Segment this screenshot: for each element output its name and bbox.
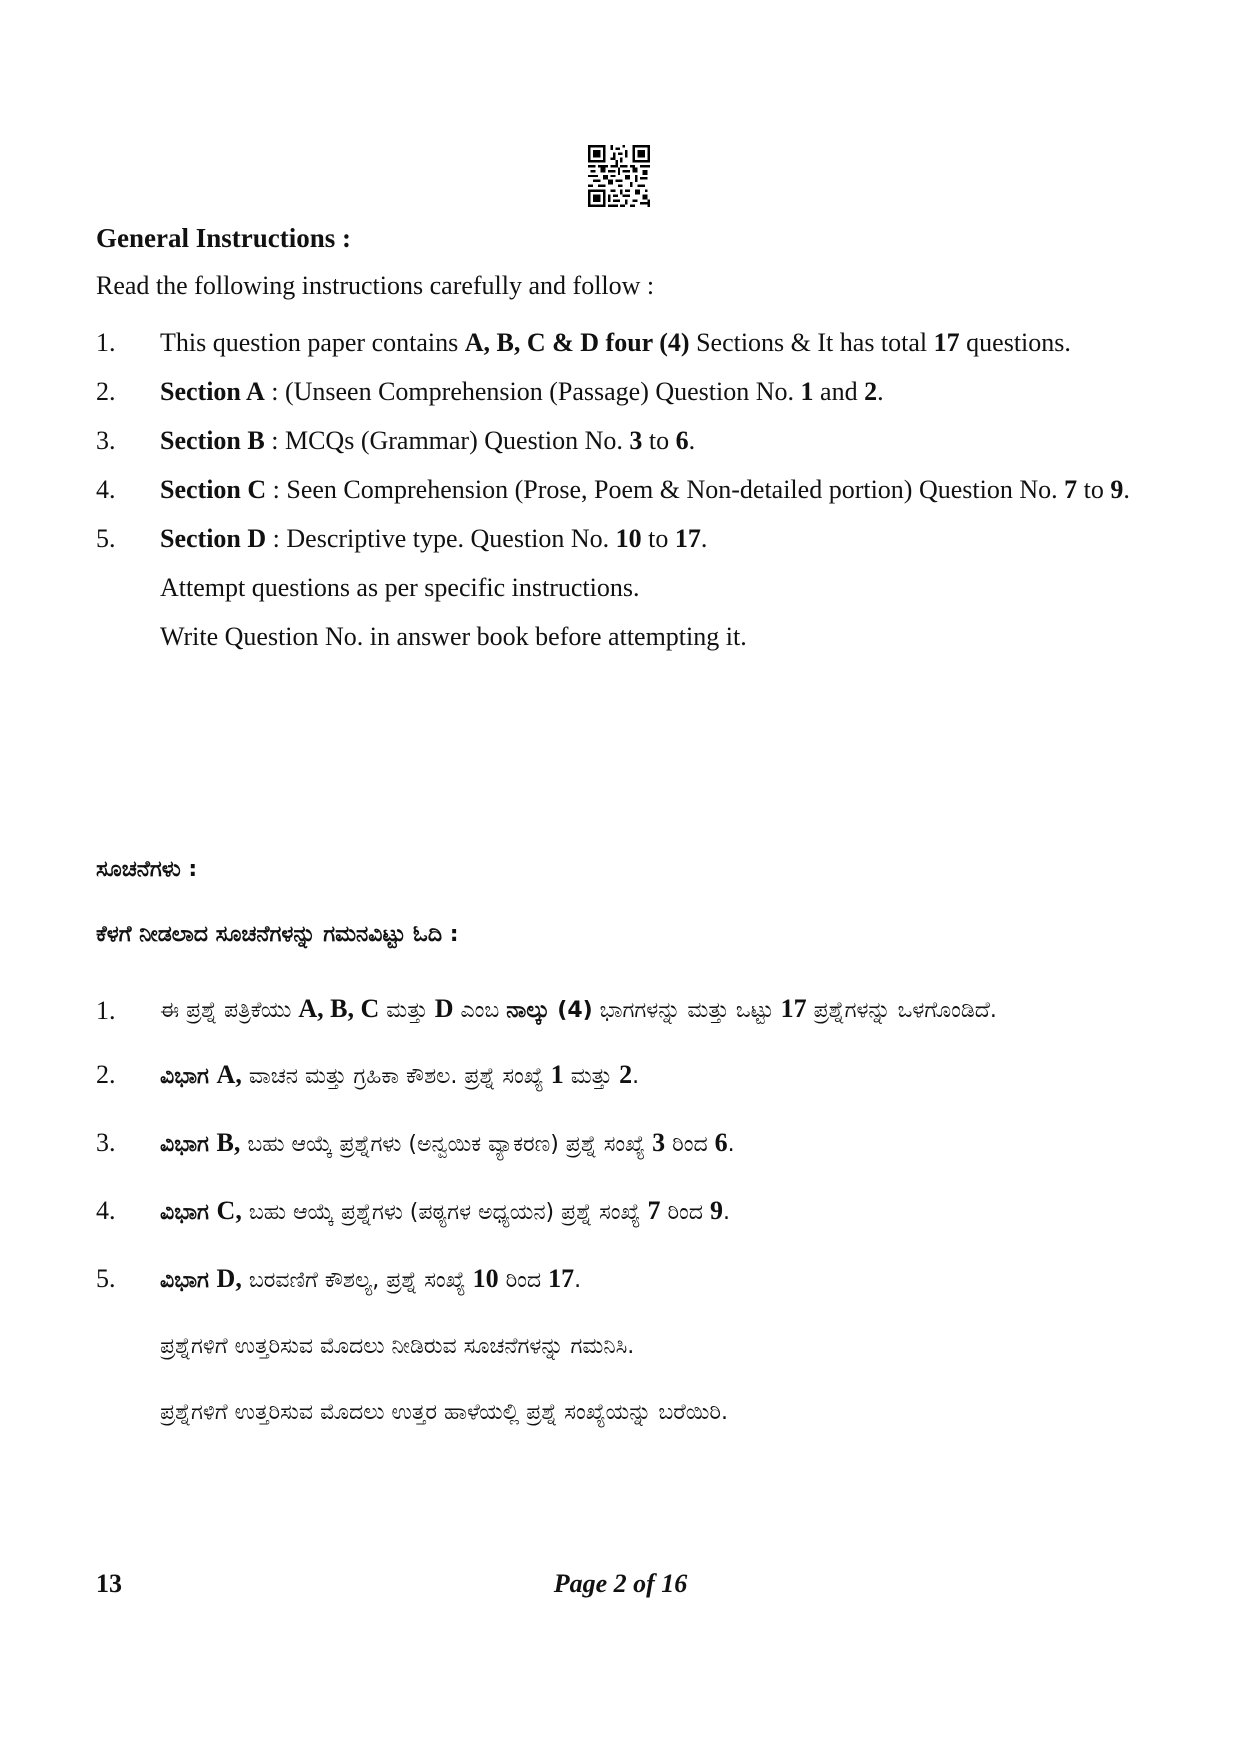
- kannada-item-2: [96, 1042, 1136, 1110]
- instruction-item-4: [96, 465, 1136, 514]
- item-text: Section D : Descriptive type. Question No. 10 to 17.: [160, 524, 708, 553]
- instruction-item-3: [96, 416, 1136, 465]
- general-instructions-heading: General Instructions :: [96, 223, 351, 253]
- kannada-item-4: [96, 1178, 1136, 1246]
- item-number: 3.: [96, 426, 116, 455]
- page-number: [0, 1568, 1241, 1600]
- item-number: 5.: [96, 1264, 116, 1293]
- instruction-item-5: [96, 514, 1136, 661]
- item-number: 2.: [96, 1060, 116, 1089]
- item-extra-line: ಪ್ರಶ್ನೆಗಳಿಗೆ ಉತ್ತರಿಸುವ ಮೊದಲು ನೀಡಿರುವ ಸೂಚನೆಗಳನ್ನು ಗಮನಿಸಿ.: [160, 1334, 635, 1359]
- item-number: 4.: [96, 475, 116, 504]
- page-number-label: Page 2 of 16: [553, 1569, 688, 1598]
- item-number: 3.: [96, 1128, 116, 1157]
- qr-code-icon: [588, 145, 650, 207]
- item-text: Section C : Seen Comprehension (Prose, Poem & Non-detailed portion) Question No. 7 to 9.: [160, 475, 1130, 504]
- item-number: 4.: [96, 1196, 116, 1225]
- kannada-item-1: [96, 978, 1136, 1042]
- item-extra-line: Attempt questions as per specific instructions.: [160, 573, 640, 602]
- item-text: ವಿಭಾಗ D, ಬರವಣಿಗೆ ಕೌಶಲ್ಯ, ಪ್ರಶ್ನೆ ಸಂಖ್ಯೆ 10 ರಿಂದ 17.: [160, 1264, 582, 1293]
- english-instructions-list: [96, 318, 1136, 661]
- item-text: Section B : MCQs (Grammar) Question No. 3 to 6.: [160, 426, 696, 455]
- kannada-instructions-heading: ಸೂಚನೆಗಳು :: [96, 857, 198, 882]
- item-text: This question paper contains A, B, C & D four (4) Sections & It has total 17 questions.: [160, 328, 1071, 357]
- item-text: ಈ ಪ್ರಶ್ನೆ ಪತ್ರಿಕೆಯು A, B, C ಮತ್ತು D ಎಂಬ ನಾಲ್ಕು (4) ಭಾಗಗಳನ್ನು ಮತ್ತು ಒಟ್ಟು 17 ಪ್ರಶ್ನೆಗಳನ್ನು ಒಳಗೊಂಡಿದೆ.: [160, 994, 997, 1023]
- instruction-item-2: [96, 367, 1136, 416]
- item-extra-line: Write Question No. in answer book before attempting it.: [160, 622, 747, 651]
- kannada-item-5: [96, 1246, 1136, 1446]
- instruction-item-1: [96, 318, 1136, 367]
- item-text: ವಿಭಾಗ A, ವಾಚನ ಮತ್ತು ಗ್ರಹಿಕಾ ಕೌಶಲ. ಪ್ರಶ್ನೆ ಸಂಖ್ಯೆ 1 ಮತ್ತು 2.: [160, 1060, 640, 1089]
- item-number: 1.: [96, 328, 116, 357]
- item-number: 1.: [96, 996, 116, 1025]
- item-text: ವಿಭಾಗ B, ಬಹು ಆಯ್ಕೆ ಪ್ರಶ್ನೆಗಳು (ಅನ್ವಯಿಕ ವ್ಯಾಕರಣ) ಪ್ರಶ್ನೆ ಸಂಖ್ಯೆ 3 ರಿಂದ 6.: [160, 1128, 735, 1157]
- item-text: ವಿಭಾಗ C, ಬಹು ಆಯ್ಕೆ ಪ್ರಶ್ನೆಗಳು (ಪಠ್ಯಗಳ ಅಧ್ಯಯನ) ಪ್ರಶ್ನೆ ಸಂಖ್ಯೆ 7 ರಿಂದ 9.: [160, 1196, 731, 1225]
- item-number: 2.: [96, 377, 116, 406]
- general-instructions-intro: Read the following instructions carefully and follow :: [96, 271, 655, 300]
- item-text: Section A : (Unseen Comprehension (Passage) Question No. 1 and 2.: [160, 377, 884, 406]
- item-number: 5.: [96, 524, 116, 553]
- kannada-item-3: [96, 1110, 1136, 1178]
- item-extra-line: ಪ್ರಶ್ನೆಗಳಿಗೆ ಉತ್ತರಿಸುವ ಮೊದಲು ಉತ್ತರ ಹಾಳೆಯಲ್ಲಿ ಪ್ರಶ್ನೆ ಸಂಖ್ಯೆಯನ್ನು ಬರೆಯಿರಿ.: [160, 1400, 729, 1425]
- paper-code: 13: [96, 1569, 122, 1598]
- kannada-instructions-intro: ಕೆಳಗೆ ನೀಡಲಾದ ಸೂಚನೆಗಳನ್ನು ಗಮನವಿಟ್ಟು ಓದಿ :: [96, 922, 459, 947]
- kannada-instructions-list: [96, 978, 1136, 1446]
